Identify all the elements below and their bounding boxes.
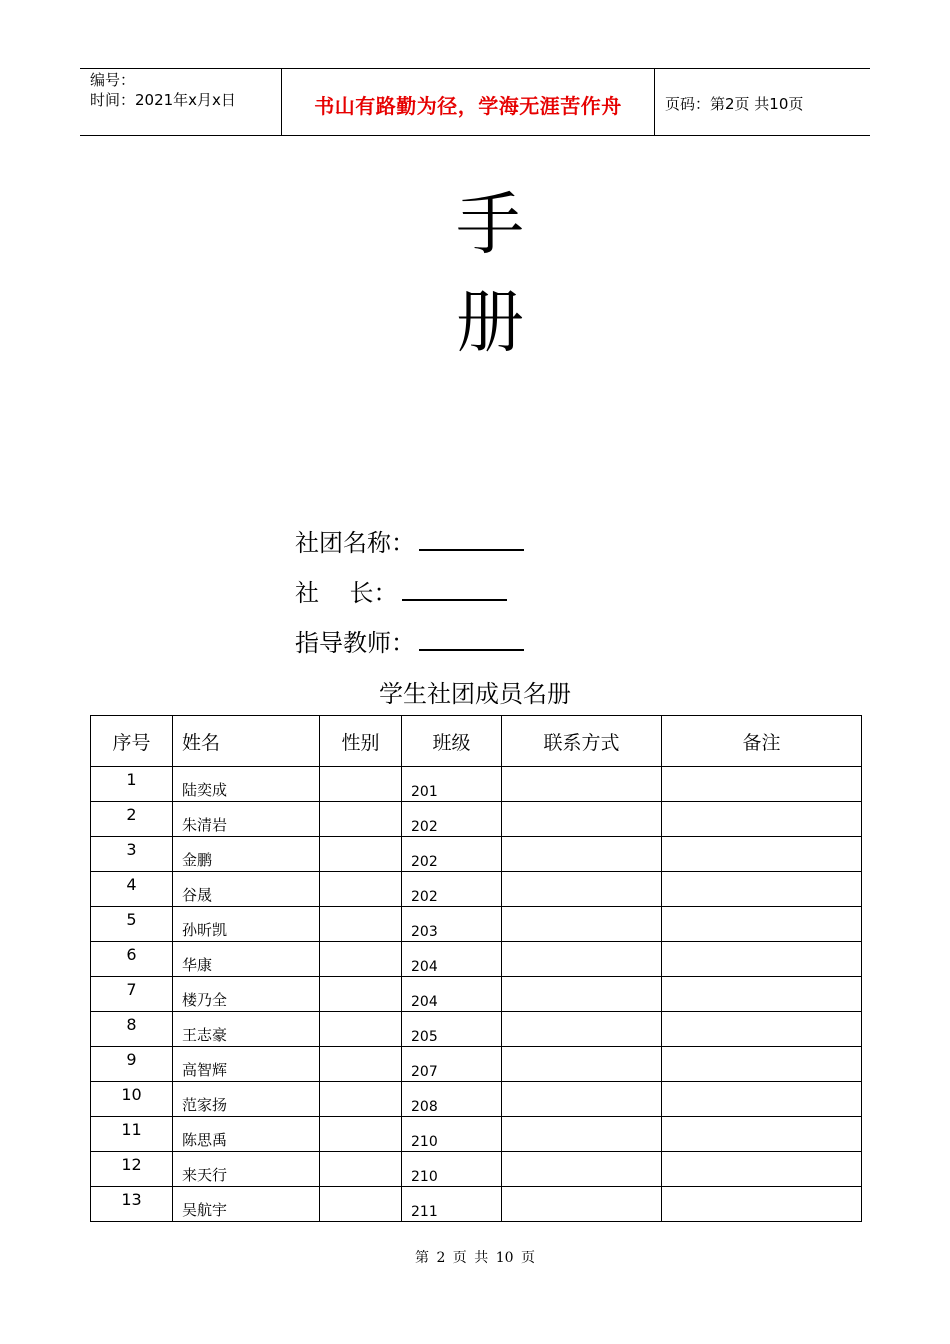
- table-row: [91, 1012, 862, 1047]
- row-class-cell: [402, 1152, 502, 1187]
- row-class-cell: [402, 802, 502, 837]
- row-class: 208: [411, 1099, 438, 1115]
- row-class-cell: [402, 837, 502, 872]
- row-gender-cell: [320, 1187, 402, 1222]
- table-row: [91, 942, 862, 977]
- row-gender-cell: [320, 802, 402, 837]
- row-class-cell: [402, 1117, 502, 1152]
- row-number-cell: [91, 1012, 173, 1047]
- table-row: [91, 837, 862, 872]
- table-header-row: [91, 716, 862, 767]
- row-name: 朱清岩: [182, 816, 228, 834]
- row-name-cell: [173, 802, 320, 837]
- row-remarks-cell: [662, 907, 862, 942]
- row-contact-cell: [502, 977, 662, 1012]
- header-class: 班级: [402, 716, 502, 767]
- row-contact-cell: [502, 1082, 662, 1117]
- row-remarks-cell: [662, 767, 862, 802]
- row-class: 210: [411, 1134, 438, 1150]
- header-motto: 书山有路勤为径，学海无涯苦作舟: [314, 94, 622, 118]
- document-code-label: 编号：: [90, 71, 136, 89]
- row-name: 谷晟: [182, 886, 213, 904]
- row-name-cell: [173, 907, 320, 942]
- row-class: 202: [411, 889, 438, 905]
- row-remarks-cell: [662, 837, 862, 872]
- row-gender-cell: [320, 907, 402, 942]
- row-contact-cell: [502, 1117, 662, 1152]
- row-contact-cell: [502, 767, 662, 802]
- row-name-cell: [173, 1047, 320, 1082]
- table-row: [91, 977, 862, 1012]
- row-name-cell: [173, 977, 320, 1012]
- row-contact-cell: [502, 1187, 662, 1222]
- row-number-cell: [91, 1152, 173, 1187]
- row-name-cell: [173, 1187, 320, 1222]
- row-name-cell: [173, 942, 320, 977]
- row-name: 吴航宇: [182, 1201, 228, 1219]
- row-class: 211: [411, 1204, 438, 1220]
- row-class: 202: [411, 819, 438, 835]
- row-remarks-cell: [662, 977, 862, 1012]
- row-number-cell: [91, 872, 173, 907]
- row-contact-cell: [502, 942, 662, 977]
- row-gender-cell: [320, 1047, 402, 1082]
- row-number-cell: [91, 942, 173, 977]
- table-row: [91, 1152, 862, 1187]
- row-class: 207: [411, 1064, 438, 1080]
- row-contact-cell: [502, 1047, 662, 1082]
- row-class: 204: [411, 994, 438, 1010]
- row-remarks-cell: [662, 1082, 862, 1117]
- row-number: 11: [121, 1120, 142, 1139]
- row-contact-cell: [502, 802, 662, 837]
- header-bottom-rule: [80, 135, 870, 136]
- row-number: 1: [126, 770, 137, 789]
- cover-title-char-1: 手: [455, 186, 524, 265]
- row-contact-cell: [502, 1012, 662, 1047]
- row-name: 王志豪: [182, 1026, 228, 1044]
- header-remarks: 备注: [662, 716, 862, 767]
- row-number: 10: [121, 1085, 142, 1104]
- row-class-cell: [402, 977, 502, 1012]
- row-number-cell: [91, 907, 173, 942]
- header-divider: [654, 68, 655, 136]
- row-number: 3: [126, 840, 137, 859]
- table-row: [91, 802, 862, 837]
- row-class: 210: [411, 1169, 438, 1185]
- header-top-rule: [80, 68, 870, 69]
- row-number: 9: [126, 1050, 137, 1069]
- row-remarks-cell: [662, 1187, 862, 1222]
- row-gender-cell: [320, 767, 402, 802]
- page-footer: 第 2 页 共 10 页: [415, 1250, 535, 1266]
- row-remarks-cell: [662, 1117, 862, 1152]
- row-remarks-cell: [662, 1152, 862, 1187]
- row-class-cell: [402, 767, 502, 802]
- header-number: 序号: [91, 716, 173, 767]
- row-remarks-cell: [662, 872, 862, 907]
- row-gender-cell: [320, 977, 402, 1012]
- row-gender-cell: [320, 1012, 402, 1047]
- row-number-cell: [91, 1047, 173, 1082]
- row-class: 204: [411, 959, 438, 975]
- advisor-blank[interactable]: [419, 627, 524, 651]
- club-name-label: 社团名称：: [295, 529, 415, 557]
- header-gender: 性别: [320, 716, 402, 767]
- row-class-cell: [402, 872, 502, 907]
- row-name-cell: [173, 1082, 320, 1117]
- row-class-cell: [402, 1047, 502, 1082]
- row-name: 陈思禹: [182, 1131, 228, 1149]
- row-number-cell: [91, 1082, 173, 1117]
- president-label: 社 长：: [295, 579, 398, 607]
- row-number-cell: [91, 767, 173, 802]
- row-name: 楼乃全: [182, 991, 228, 1009]
- row-class: 201: [411, 784, 438, 800]
- row-class: 205: [411, 1029, 438, 1045]
- row-name-cell: [173, 1012, 320, 1047]
- row-class-cell: [402, 907, 502, 942]
- row-name-cell: [173, 837, 320, 872]
- row-gender-cell: [320, 837, 402, 872]
- row-name-cell: [173, 1117, 320, 1152]
- row-number: 5: [126, 910, 137, 929]
- header-meta: [90, 70, 236, 110]
- document-date: 时间：2021年x月x日: [90, 91, 236, 109]
- header-contact: 联系方式: [502, 716, 662, 767]
- row-class-cell: [402, 1012, 502, 1047]
- president-blank[interactable]: [402, 577, 507, 601]
- table-row: [91, 907, 862, 942]
- row-number-cell: [91, 837, 173, 872]
- table-row: [91, 872, 862, 907]
- row-contact-cell: [502, 1152, 662, 1187]
- row-number: 2: [126, 805, 137, 824]
- row-number: 4: [126, 875, 137, 894]
- roster-table: [90, 715, 862, 1222]
- row-contact-cell: [502, 872, 662, 907]
- row-class-cell: [402, 1187, 502, 1222]
- row-gender-cell: [320, 942, 402, 977]
- row-gender-cell: [320, 1082, 402, 1117]
- row-name: 金鹏: [182, 851, 213, 869]
- row-gender-cell: [320, 872, 402, 907]
- row-number-cell: [91, 1187, 173, 1222]
- row-gender-cell: [320, 1152, 402, 1187]
- row-contact-cell: [502, 837, 662, 872]
- row-name: 陆奕成: [182, 781, 228, 799]
- row-name-cell: [173, 1152, 320, 1187]
- row-name-cell: [173, 767, 320, 802]
- table-row: [91, 767, 862, 802]
- row-number-cell: [91, 1117, 173, 1152]
- president-field: [295, 577, 507, 608]
- row-name: 范家扬: [182, 1096, 228, 1114]
- row-name-cell: [173, 872, 320, 907]
- row-number: 7: [126, 980, 137, 999]
- row-remarks-cell: [662, 942, 862, 977]
- advisor-field: [295, 627, 524, 658]
- table-row: [91, 1047, 862, 1082]
- club-name-blank[interactable]: [419, 527, 524, 551]
- table-row: [91, 1187, 862, 1222]
- row-number: 12: [121, 1155, 142, 1174]
- row-name: 孙昕凯: [182, 921, 228, 939]
- row-number: 6: [126, 945, 137, 964]
- row-name: 华康: [182, 956, 213, 974]
- row-contact-cell: [502, 907, 662, 942]
- row-class: 203: [411, 924, 438, 940]
- header-name: 姓名: [173, 716, 320, 767]
- club-name-field: [295, 527, 524, 558]
- row-number: 13: [121, 1190, 142, 1209]
- advisor-label: 指导教师：: [295, 629, 415, 657]
- header-page-info: 页码：第2页 共10页: [665, 95, 804, 113]
- row-remarks-cell: [662, 1047, 862, 1082]
- row-remarks-cell: [662, 1012, 862, 1047]
- row-class: 202: [411, 854, 438, 870]
- row-remarks-cell: [662, 802, 862, 837]
- row-number: 8: [126, 1015, 137, 1034]
- row-class-cell: [402, 1082, 502, 1117]
- row-class-cell: [402, 942, 502, 977]
- table-row: [91, 1117, 862, 1152]
- row-number-cell: [91, 977, 173, 1012]
- cover-title-char-2: 册: [455, 284, 524, 363]
- table-row: [91, 1082, 862, 1117]
- row-name: 来天行: [182, 1166, 228, 1184]
- roster-title: 学生社团成员名册: [379, 680, 571, 708]
- row-name: 高智辉: [182, 1061, 228, 1079]
- row-gender-cell: [320, 1117, 402, 1152]
- row-number-cell: [91, 802, 173, 837]
